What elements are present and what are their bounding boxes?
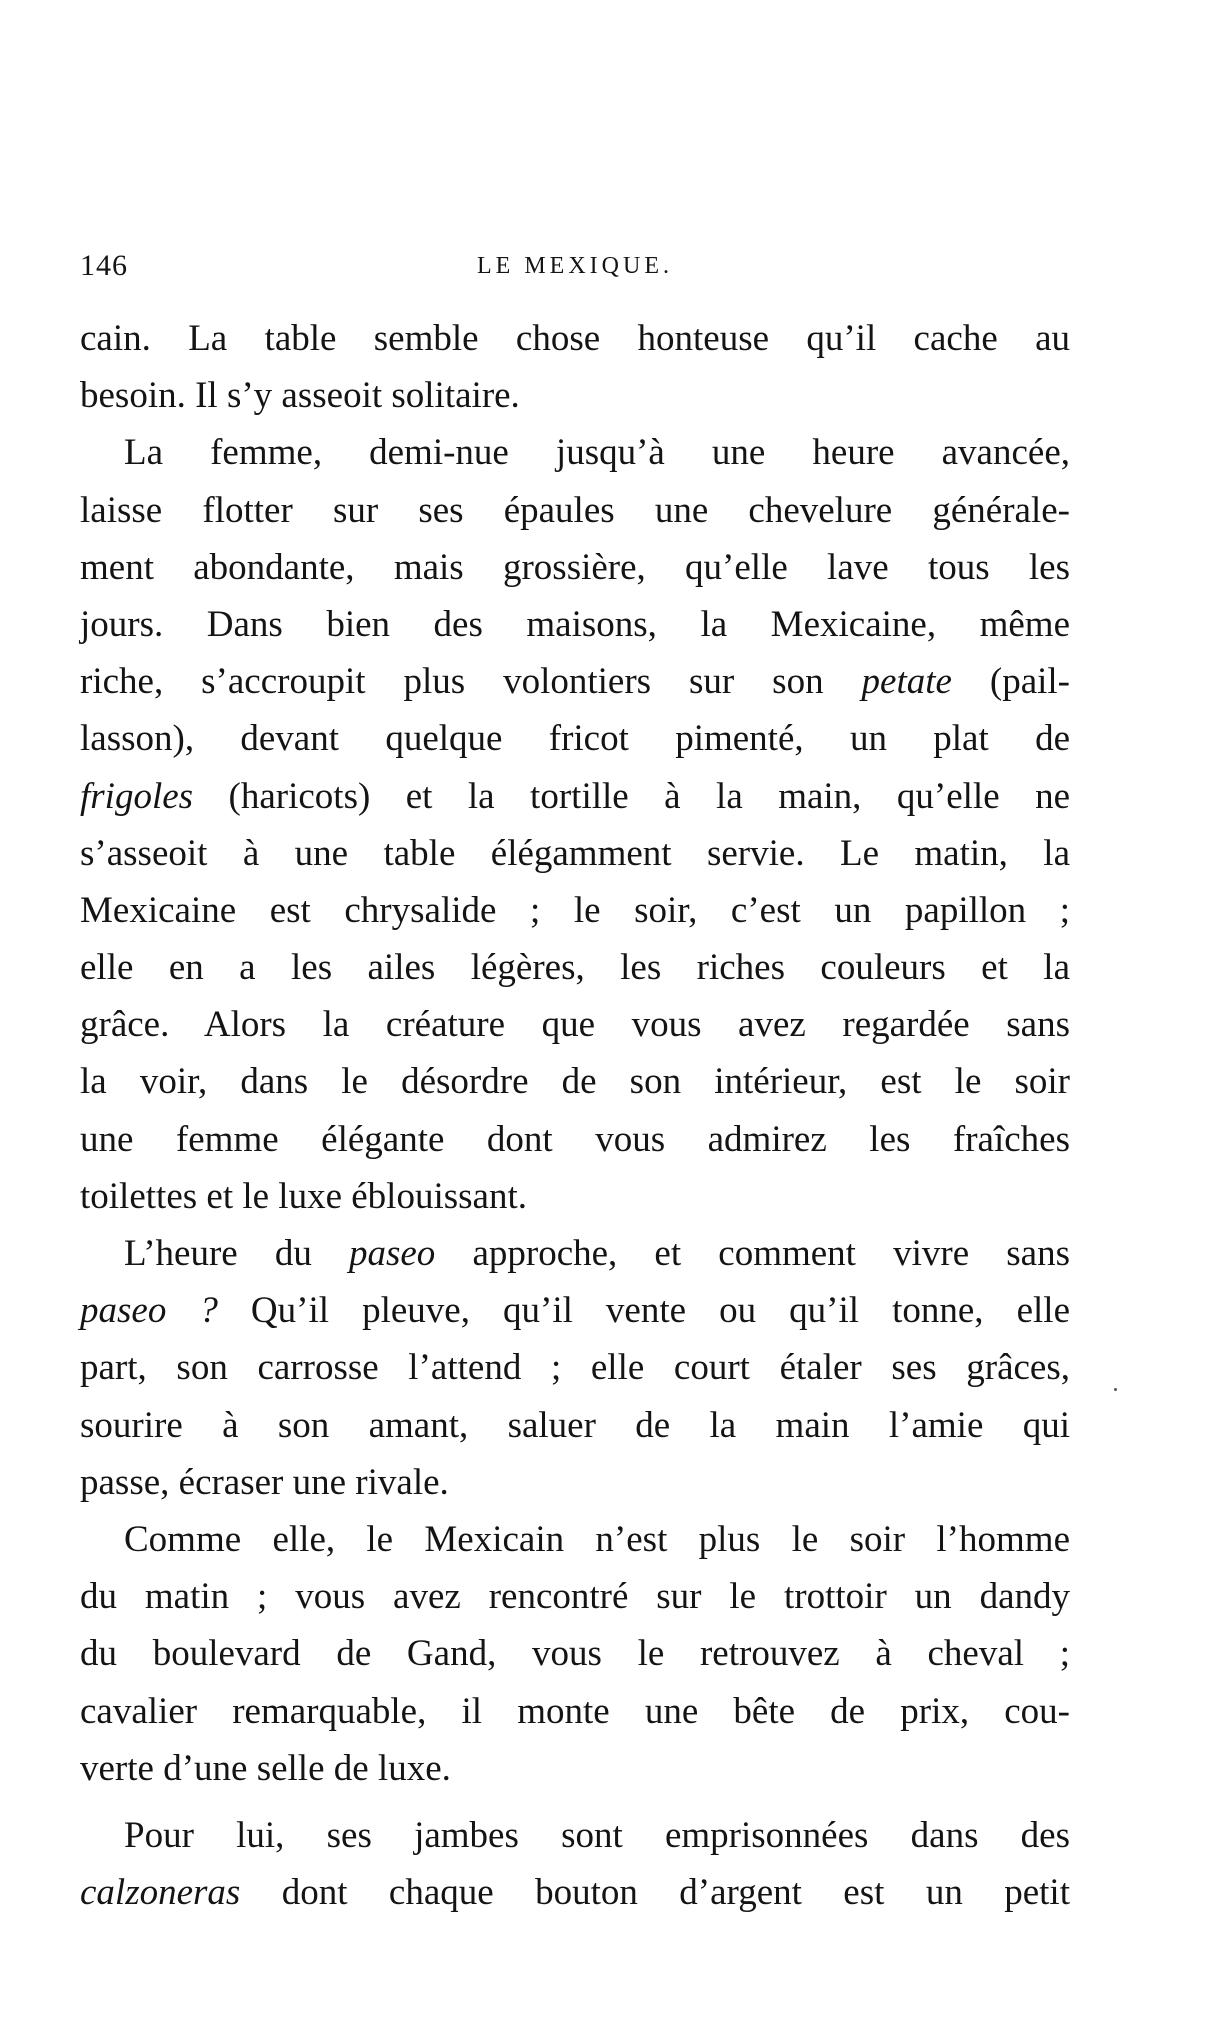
text-line: sourire à son amant, saluer de la main l’amie qui	[80, 1404, 1070, 1446]
running-title: LE MEXIQUE.	[477, 253, 673, 279]
italic-term: paseo	[348, 1233, 436, 1274]
text-line	[80, 1225, 1070, 1282]
text-line: Mexicaine est chrysalide ; le soir, c’est un papillon ;	[80, 889, 1070, 931]
text-line: La femme, demi-nue jusqu’à une heure avancée,	[124, 432, 1070, 474]
text-run: L’heure du	[124, 1233, 349, 1274]
italic-term: frigoles	[80, 775, 194, 817]
running-head	[80, 246, 1070, 286]
text-line: grâce. Alors la créature que vous avez regardée sans	[80, 1004, 1070, 1046]
text-line: lasson), devant quelque fricot pimenté, un plat de	[80, 718, 1070, 760]
text-line: cavalier remarquable, il monte une bête de prix, cou-	[80, 1690, 1070, 1732]
text-line: Pour lui, ses jambes sont emprisonnées dans des	[124, 1814, 1070, 1856]
text-run: Qu’il pleuve, qu’il vente ou qu’il tonne, elle	[217, 1290, 1070, 1332]
paragraph-gap	[80, 1797, 1070, 1807]
italic-term: calzoneras	[80, 1872, 241, 1914]
text-run: (pail-	[951, 661, 1071, 703]
text-run: riche, s’accroupit plus volontiers sur son	[80, 661, 862, 703]
italic-term: paseo ?	[80, 1290, 218, 1332]
text-line: du boulevard de Gand, vous le retrouvez à cheval ;	[80, 1633, 1070, 1675]
text-line: passe, écraser une rivale.	[80, 1461, 449, 1503]
text-line: du matin ; vous avez rencontré sur le trottoir un dandy	[80, 1576, 1070, 1618]
text-line	[80, 653, 1070, 710]
text-line: part, son carrosse l’attend ; elle court étaler ses grâces,	[80, 1347, 1070, 1389]
text-line: verte d’une selle de luxe.	[80, 1747, 451, 1789]
italic-term: petate	[861, 661, 952, 703]
text-line: Comme elle, le Mexicain n’est plus le soir l’homme	[124, 1518, 1070, 1560]
text-line	[80, 1864, 1070, 1921]
text-line: besoin. Il s’y asseoit solitaire.	[80, 375, 520, 417]
body-text	[80, 310, 1070, 1921]
text-line: laisse flotter sur ses épaules une chevelure générale-	[80, 489, 1070, 531]
paper-speck	[1114, 1388, 1117, 1391]
text-line: jours. Dans bien des maisons, la Mexicaine, même	[80, 603, 1070, 645]
text-line: s’asseoit à une table élégamment servie. Le matin, la	[80, 832, 1070, 874]
text-run: (haricots) et la tortille à la main, qu’elle ne	[193, 775, 1070, 817]
text-line	[80, 768, 1070, 825]
text-line: la voir, dans le désordre de son intérieur, est le soir	[80, 1061, 1070, 1103]
text-line: une femme élégante dont vous admirez les fraîches	[80, 1118, 1070, 1160]
text-run: approche, et comment vivre sans	[435, 1233, 1070, 1274]
text-line: toilettes et le luxe éblouissant.	[80, 1175, 527, 1217]
text-line	[80, 1282, 1070, 1339]
text-line: elle en a les ailes légères, les riches couleurs et la	[80, 947, 1070, 989]
text-line: cain. La table semble chose honteuse qu’il cache au	[80, 318, 1070, 359]
text-run: dont chaque bouton d’argent est un petit	[240, 1872, 1070, 1914]
page-number: 146	[80, 249, 128, 282]
text-line: ment abondante, mais grossière, qu’elle lave tous les	[80, 546, 1070, 588]
